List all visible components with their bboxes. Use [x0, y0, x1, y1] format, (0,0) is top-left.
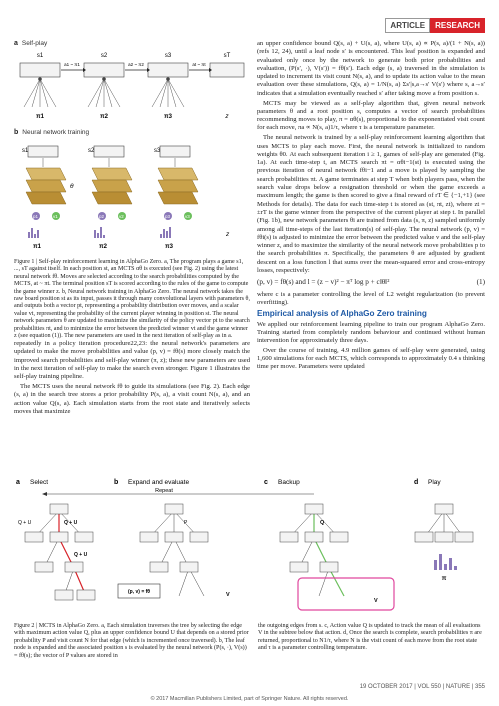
- theta-label: θ: [70, 183, 74, 190]
- right-paragraph-4: where c is a parameter controlling the level of L2 weight regularization (to prevent overfitting).: [257, 290, 485, 306]
- right-paragraph-5: We applied our reinforcement learning pipeline to train our program AlphaGo Zero. Training started from completely random behaviour and continued without human intervention for approximately three days.: [257, 320, 485, 345]
- right-body-text: [257, 40, 485, 373]
- fig2-a-title: Select: [30, 479, 49, 486]
- left-paragraph-1: repeatedly in a policy iteration procedure22,23: the neural network's parameters are updated to make the move probabilities and value (p, v) = fθ(s) more closely match the improved search probabilities and self-play winner (π, z); these new parameters are used in the next iteration of self-play to make the search even stronger. Figure 1 illustrates the self-play training pipeline.: [14, 340, 250, 381]
- journal-header: [385, 18, 485, 33]
- tree-c: [289, 511, 344, 596]
- fig2-d-letter: d: [414, 479, 419, 486]
- b-s1-label: s1: [22, 148, 29, 154]
- p1-label: p1: [33, 214, 39, 219]
- p-label-b: P: [184, 520, 188, 526]
- pv-label: (p, v) = fθ: [127, 589, 151, 595]
- pi1-label: π1: [36, 114, 44, 120]
- page-footer-line: 19 OCTOBER 2017 | VOL 550 | NATURE | 355: [359, 684, 485, 690]
- equation-1: [257, 278, 485, 286]
- b-pi1-label: π1: [33, 244, 41, 250]
- pi-label-d: π: [441, 576, 447, 582]
- b-s3-label: s3: [154, 148, 161, 154]
- qu-label-1: Q + U: [18, 520, 32, 526]
- section-heading: Empirical analysis of AlphaGo Zero training: [257, 309, 427, 319]
- s1-label: s1: [36, 53, 44, 59]
- fig1-panel-a-title: Self-play: [21, 40, 48, 47]
- fig2-d-title: Play: [428, 479, 441, 486]
- fig2-b-title: Expand and evaluate: [128, 479, 190, 486]
- v-label-b: V: [226, 592, 230, 598]
- b-pi2-label: π2: [99, 244, 107, 250]
- neural-network-stacks: [26, 168, 198, 204]
- repeat-label: Repeat: [155, 488, 173, 494]
- at-label: at ~ πt: [192, 62, 206, 67]
- fig2-caption-block: [14, 623, 486, 660]
- fig2-a-letter: a: [16, 479, 20, 486]
- fig2-b-letter: b: [114, 479, 119, 486]
- pi2-label: π2: [100, 114, 108, 120]
- play-pi-bars: [434, 554, 457, 570]
- fig2-caption: Figure 2 | MCTS in AlphaGo Zero. a, Each simulation traverses the tree by selecting the edge with maximum action value Q, plus an upper confidence bound U that depends on a stored prior probability P and visit count N for that edge (which is incremented once traversed). b, The leaf node is expanded and the associated position s is evaluated by the neural network (P(s, ·), V(s)) = fθ(s); the vector of P values are stored in: [14, 623, 249, 659]
- s3-label: s3: [164, 53, 172, 59]
- p2-label: p2: [99, 214, 105, 219]
- figure-2: [14, 476, 486, 660]
- qu-label-2: Q + U: [64, 520, 78, 526]
- fig1-panel-a-heading: [14, 40, 250, 47]
- a1-label: a1 ~ π1: [64, 62, 80, 67]
- b-pi3-label: π3: [165, 244, 173, 250]
- q-label-c: Q: [320, 520, 325, 526]
- a2-label: a2 ~ π2: [128, 62, 144, 67]
- research-badge: RESEARCH: [430, 18, 485, 33]
- pi3-label: π3: [164, 114, 172, 120]
- right-paragraph-1: an upper confidence bound Q(s, a) + U(s, a), where U(s, a) ∝ P(s, a)/(1 + N(s, a)) (refs 12, 24), until a leaf node s′ is encountered. This leaf position is expanded and evaluated only once by the network to generate both prior probabilities and evaluation, (P(s′, ·), V(s′)) = fθ(s′). Each edge (s, a) traversed in the simulation is updated to increment its visit count N(s, a), and to update its action value to the mean evaluation over these simulations, Q(s, a) = 1/N(s, a) Σs′|s,a→s′ V(s′) where s, a→s′ indicates that a simulation eventually reached s′ after taking move a from position s.: [257, 40, 485, 97]
- sT-label: sT: [223, 53, 231, 59]
- s2-label: s2: [100, 53, 108, 59]
- qu-label-3: Q + U: [74, 552, 88, 558]
- right-paragraph-2: MCTS may be viewed as a self-play algorithm that, given neural network parameters θ and a root position s, computes a vector of search probabilities recommending moves to play, π = αθ(s), proportional to the exponentiated visit count for each move, πa ∝ N(s, a)1/τ, where τ is a temperature parameter.: [257, 99, 485, 132]
- policy-bars: [28, 227, 171, 238]
- v3-label: v3: [185, 214, 190, 219]
- fig2-caption-right: the outgoing edges from s. c, Action value Q is updated to track the mean of all evaluations V in the subtree below that action. d, Once the search is complete, search probabilities π are returned, proportional to N1/τ, where N is the visit count of each move from the root state and τ is a parameter controlling temperature.: [258, 623, 482, 652]
- article-badge: ARTICLE: [385, 18, 430, 33]
- v2-label: v2: [119, 214, 124, 219]
- copyright-line: © 2017 Macmillan Publishers Limited, part of Springer Nature. All rights reserved.: [150, 696, 349, 702]
- z-label-a: z: [225, 113, 229, 120]
- fig1-panel-a-letter: a: [14, 40, 18, 47]
- b-s2-label: s2: [88, 148, 95, 154]
- right-paragraph-3: The neural network is trained by a self-play reinforcement learning algorithm that uses MCTS to play each move. First, the neural network is initialized to random weights θ0. At each subsequent iteration i ≥ 1, games of self-play are generated (Fig. 1a). At each time-step t, an MCTS search πt = αθi−1(st) is executed using the previous iteration of neural network fθi−1 and a move is played by sampling the search probabilities πt. A game terminates at step T when both players pass, when the search value drops below a resignation threshold or when the game exceeds a maximum length; the game is then scored to give a final reward of rT ∈ {−1,+1} (see Methods for details). The data for each time-step t is stored as (st, πt, zt), where zt = ±rT is the game winner from the perspective of the current player at step t. In parallel (Fig. 1b), new network parameters θi are trained from data (s, π, z) sampled uniformly among all time-steps of the last iteration(s) of self-play. The neural network (p, v) = fθi(s) is adjusted to minimize the error between the predicted value v and the self-play winner z, and to maximize the similarity of the neural network move probabilities p to the search probabilities π. Specifically, the parameters θ are adjusted by gradient descent on a loss function l that sums over the mean-squared error and cross-entropy losses, respectively:: [257, 134, 485, 275]
- fig2-c-title: Backup: [278, 479, 300, 486]
- fig1-caption: Figure 1 | Self-play reinforcement learning in AlphaGo Zero. a, The program plays a game s1, ..., sT against itself. In each position st, an MCTS αθ is executed (see Fig. 2) using the latest neural network fθ. Moves are selected according to the search probabilities computed by the MCTS, at ~ πt. The terminal position sT is scored according to the rules of the game to compute the game winner z. b, Neural network training in AlphaGo Zero. The neural network takes the raw board position st as its input, passes it through many convolutional layers with parameters θ, and outputs both a vector pt, representing a probability distribution over moves, and a scalar value vt, representing the probability of the current player winning in position st. The neural network parameters θ are updated to maximize the similarity of the policy vector pt to the search probabilities πt, and to minimize the error between the predicted winner vt and the game winner z (see equation (1)). The new parameters are used in the next iteration of self-play as in a.: [14, 259, 250, 340]
- fig2-mcts-diagram: [14, 476, 486, 616]
- tree-b: [149, 511, 204, 596]
- left-body-text: [14, 340, 250, 418]
- z-label-b: z: [226, 231, 230, 238]
- fig2-c-letter: c: [264, 479, 268, 486]
- equation-body: (p, v) = fθ(s) and l = (z − v)² − πᵀ log p + c‖θ‖²: [257, 278, 390, 287]
- p3-label: p3: [165, 214, 171, 219]
- fig1-panel-b-letter: b: [14, 129, 19, 136]
- right-paragraph-6: Over the course of training, 4.9 million games of self-play were generated, using 1,600 simulations for each MCTS, which corresponds to approximately 0.4 s thinking time per move. Parameters were updated: [257, 346, 485, 371]
- v-label-c: V: [374, 598, 378, 604]
- figure-1: [14, 40, 250, 340]
- search-trees: [24, 79, 184, 107]
- fig1-nn-training-diagram: [14, 136, 250, 254]
- left-paragraph-2: The MCTS uses the neural network fθ to guide its simulations (see Fig. 2). Each edge (s, a) in the search tree stores a prior probability P(s, a), a visit count N(s, a), and an action value Q(s, a). Each simulation starts from the root state and iteratively selects moves that maximize: [14, 382, 250, 415]
- fig1-panel-b-title: Neural network training: [22, 129, 90, 136]
- fig1-self-play-diagram: [14, 47, 250, 123]
- v1-label: v1: [53, 214, 58, 219]
- input-boards: [28, 146, 190, 157]
- equation-number: (1): [476, 278, 485, 287]
- fig1-panel-b-heading: [14, 129, 250, 136]
